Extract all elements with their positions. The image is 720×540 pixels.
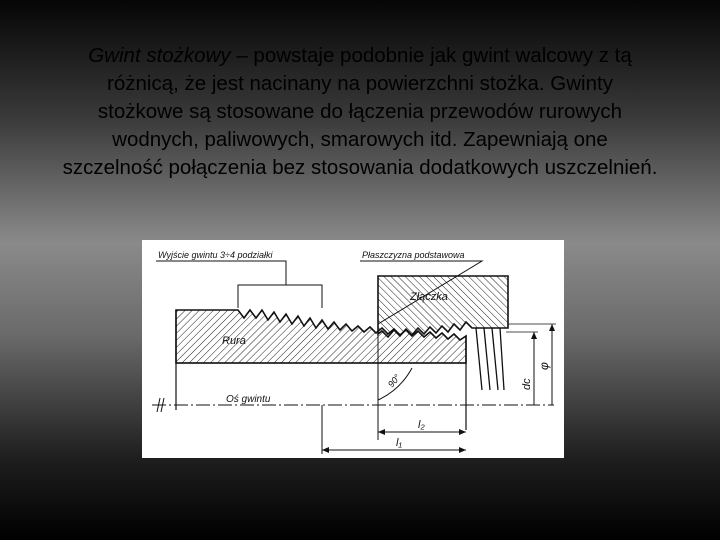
l2-arrow-left — [378, 429, 385, 435]
drawing-svg — [142, 240, 564, 458]
runout-bracket — [238, 285, 322, 308]
slide-paragraph — [0, 42, 720, 182]
paragraph-line: różnicą, że jest nacinany na powierzchni stożka. Gwinty — [107, 72, 613, 95]
label-dc: dc — [521, 378, 533, 390]
label-angle: 90° — [385, 372, 403, 390]
l1-arrow-left — [322, 447, 329, 453]
label-coupling: Złączka — [410, 291, 448, 303]
label-thread-runout: Wyjście gwintu 3÷4 podziałki — [158, 250, 273, 260]
label-base-plane: Płaszczyzna podstawowa — [362, 250, 465, 260]
paragraph-line: stożkowe są stosowane do łączenia przewodów rurowych — [97, 100, 623, 123]
label-thread-axis: Oś gwintu — [226, 394, 271, 405]
tapered-thread-drawing — [142, 240, 564, 458]
coupling-thread-section — [476, 328, 504, 390]
paragraph-line: – powstaje podobnie jak gwint walcowy z tą — [230, 44, 632, 67]
paragraph-line: szczelność połączenia bez stosowania dodatkowych uszczelnień. — [62, 156, 658, 179]
l1-arrow-right — [459, 447, 466, 453]
phi-arrow-top — [549, 324, 555, 331]
term-tapered-thread: Gwint stożkowy — [88, 44, 231, 67]
label-l2: l₂ — [418, 419, 425, 431]
label-l1: l₁ — [396, 437, 402, 449]
label-phi: φ — [537, 362, 551, 370]
l2-arrow-right — [459, 429, 466, 435]
paragraph-line: wodnych, paliwowych, smarowych itd. Zapewniają one — [112, 128, 608, 151]
dc-arrow-top — [531, 332, 537, 339]
runout-leader — [156, 261, 286, 285]
label-pipe: Rura — [222, 335, 246, 347]
